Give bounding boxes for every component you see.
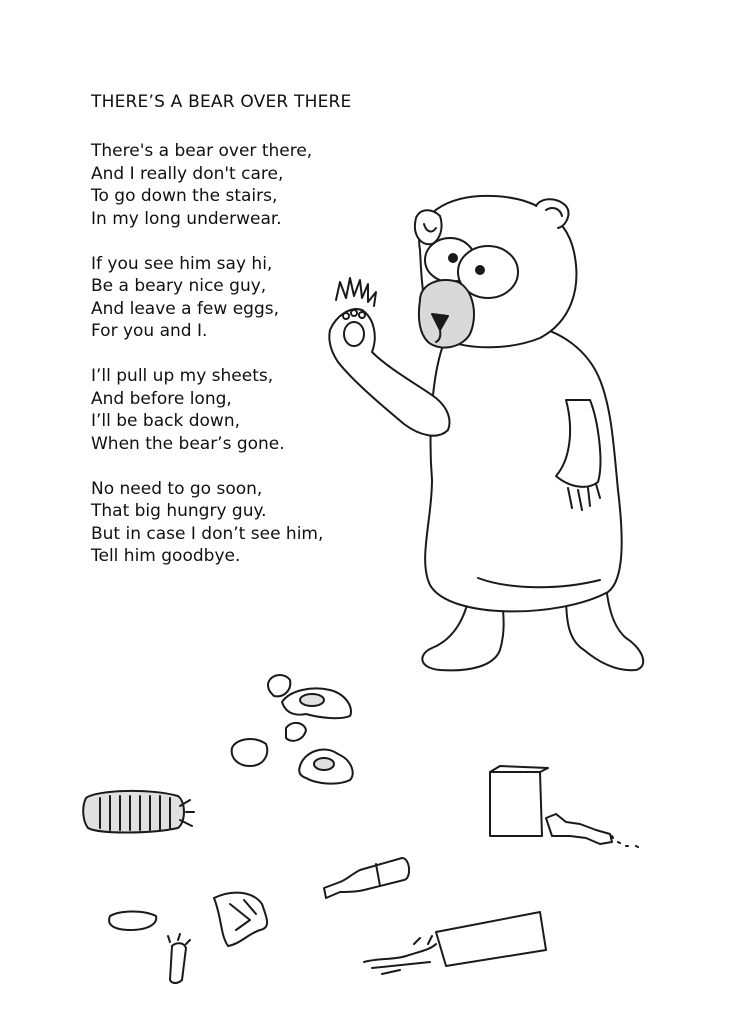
- bear-left-eye: [425, 238, 475, 282]
- egg-yolk-icon: [300, 694, 324, 706]
- bear-right-ear: [536, 199, 568, 228]
- crumpled-paper-creases: [230, 900, 256, 930]
- stanza-1: [91, 140, 381, 230]
- milk-carton-icon: [436, 912, 546, 966]
- poem-line: There's a bear over there,: [91, 141, 313, 161]
- poem-body: [91, 140, 381, 590]
- egg-shell-fragment-icon: [286, 723, 306, 741]
- bear-right-ear-inner: [546, 208, 562, 216]
- cereal-box-top: [490, 766, 548, 772]
- egg-yolk-icon: [314, 758, 334, 770]
- broken-egg-icon: [282, 689, 351, 719]
- crumpled-paper-icon: [214, 893, 267, 946]
- poem-line: And leave a few eggs,: [91, 298, 279, 319]
- poem-line: When the bear’s gone.: [91, 433, 285, 454]
- paper-scrap-icon: [109, 912, 156, 931]
- cereal-crumbs-icon: [612, 836, 638, 847]
- cereal-box-icon: [490, 772, 542, 836]
- poem-line: In my long underwear.: [91, 208, 282, 229]
- egg-whole-icon: [232, 739, 268, 766]
- poem-line: That big hungry guy.: [91, 501, 267, 521]
- bear-muzzle: [419, 280, 474, 348]
- stanza-2: [91, 253, 381, 343]
- spill-scribble-icon: [364, 936, 436, 974]
- bear-left-leg: [422, 590, 503, 670]
- bottle-icon: [324, 858, 409, 898]
- bear-head: [419, 196, 576, 347]
- poem-line: For you and I.: [91, 321, 208, 341]
- bear-right-leg: [566, 586, 643, 670]
- poem-line: To go down the stairs,: [91, 186, 278, 206]
- poem-line: And before long,: [91, 388, 232, 409]
- poem-title: THERE’S A BEAR OVER THERE: [91, 92, 352, 112]
- bread-bag-icon: [83, 791, 184, 833]
- bear-left-ear: [415, 210, 442, 244]
- glass-shards-icon: [168, 934, 190, 944]
- poem-line: No need to go soon,: [91, 478, 263, 499]
- bottle-label: [376, 864, 380, 886]
- poem-line: Tell him goodbye.: [91, 546, 241, 566]
- bear-right-arm: [556, 400, 600, 487]
- bear-right-eye: [458, 246, 518, 298]
- bear-right-pupil: [476, 266, 484, 274]
- poem-line: But in case I don’t see him,: [91, 523, 324, 544]
- bear-left-ear-inner: [424, 224, 436, 231]
- broken-egg-icon: [299, 750, 352, 784]
- stanza-4: [91, 478, 381, 568]
- litter-illustration: [83, 675, 638, 983]
- bear-mouth: [436, 330, 440, 342]
- poem-line: And I really don't care,: [91, 163, 284, 184]
- bear-body: [425, 323, 622, 612]
- bear-belly-line: [478, 578, 600, 587]
- poem-line: I’ll be back down,: [91, 411, 240, 431]
- bear-nose: [432, 314, 448, 330]
- poem-line: I’ll pull up my sheets,: [91, 366, 274, 386]
- spilled-cereal-icon: [546, 814, 612, 844]
- stanza-3: [91, 365, 381, 455]
- poem-line: Be a beary nice guy,: [91, 276, 267, 296]
- bear-left-pupil: [449, 254, 457, 262]
- bear-right-claws: [568, 484, 600, 510]
- poem-line: If you see him say hi,: [91, 253, 273, 274]
- bag-twist-tie-icon: [180, 800, 194, 826]
- egg-shell-icon: [268, 675, 290, 696]
- broken-glass-icon: [170, 943, 186, 983]
- bread-bag-stripes: [100, 796, 170, 830]
